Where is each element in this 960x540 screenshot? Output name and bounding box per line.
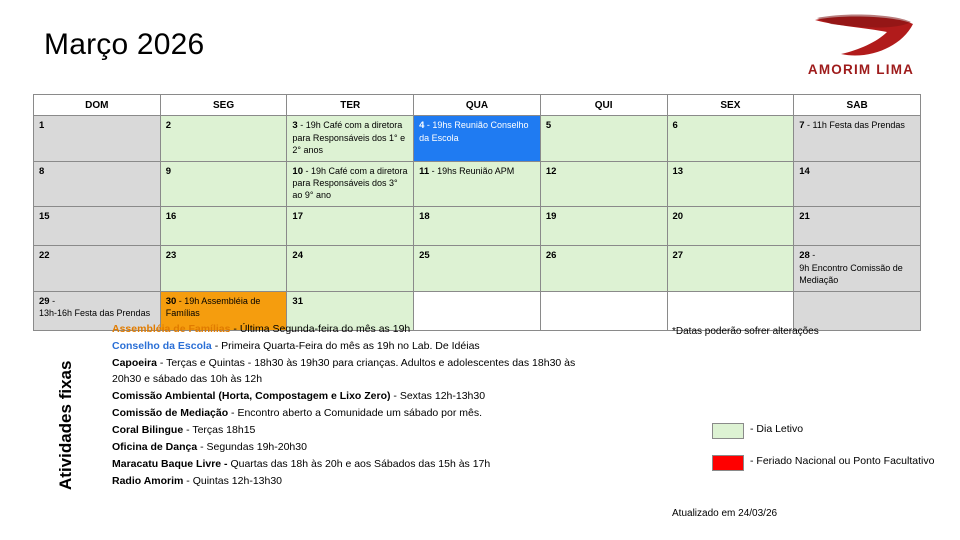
- day-number: 4: [419, 120, 425, 131]
- legend-label-school-day: - Dia Letivo: [750, 423, 804, 435]
- fixed-activity-item: [112, 406, 582, 422]
- weekday-header-qui: QUI: [540, 95, 667, 116]
- day-number: 24: [292, 250, 303, 262]
- day-number: 6: [672, 120, 678, 131]
- calendar-day-cell: [34, 116, 161, 162]
- calendar-cell-content: [668, 116, 794, 137]
- day-number: 28: [799, 250, 810, 262]
- calendar-day-cell: [794, 207, 921, 246]
- day-number: 30: [165, 295, 177, 307]
- fixed-activity-name: Conselho da Escola: [112, 339, 212, 352]
- calendar-cell-content: [161, 162, 287, 183]
- day-number: 31: [292, 295, 303, 307]
- weekday-header-sab: SAB: [794, 95, 921, 116]
- fixed-activity-item: [112, 356, 582, 388]
- calendar-day-cell: [667, 116, 794, 162]
- calendar-week-row: [34, 246, 921, 292]
- calendar-day-cell: [34, 161, 161, 207]
- fixed-activity-item: [112, 322, 582, 338]
- day-number: 17: [292, 211, 303, 223]
- day-event-text: - 9h Encontro Comissão de Mediação: [799, 250, 903, 285]
- calendar-day-cell: [414, 207, 541, 246]
- fixed-activity-name: Comissão de Mediação: [112, 406, 229, 419]
- calendar-cell-content: [541, 116, 667, 137]
- calendar-cell-content: [541, 246, 667, 267]
- calendar-cell-content: [287, 207, 413, 228]
- calendar-cell-content: [794, 162, 920, 183]
- fixed-activity-description: - Primeira Quarta-Feira do mês as 19h no Lab. De Idéias: [211, 339, 480, 352]
- fixed-activity-description: - Encontro aberto a Comunidade um sábado por mês.: [228, 406, 483, 419]
- calendar-day-cell: [287, 116, 414, 162]
- calendar-day-cell: [287, 246, 414, 292]
- weekday-header-dom: DOM: [34, 95, 161, 116]
- calendar-day-cell: [160, 246, 287, 292]
- logo-text: AMORIM LIMA: [807, 62, 915, 77]
- day-number: 12: [545, 165, 557, 177]
- calendar-cell-content: [794, 246, 920, 291]
- day-number: 20: [672, 211, 684, 223]
- legend-keys: [712, 423, 934, 487]
- fixed-activity-description: - Terças e Quintas - 18h30 às 19h30 para crianças. Adultos e adolescentes das 18h30 às 20h30 e sábado das 10h às 12h: [112, 356, 576, 385]
- calendar-day-cell: [160, 116, 287, 162]
- calendar-day-cell: [540, 161, 667, 207]
- calendar-cell-content: [794, 292, 920, 300]
- fixed-activity-description: - Segundas 19h-20h30: [197, 440, 307, 453]
- day-number: 21: [799, 211, 810, 223]
- fixed-activity-name: Capoeira: [112, 356, 160, 369]
- page-title: Março 2026: [44, 28, 205, 61]
- weekday-header-qua: QUA: [414, 95, 541, 116]
- calendar-cell-content: [668, 162, 794, 183]
- day-number: 19: [545, 211, 557, 223]
- fixed-activities-label: Atividades fixas: [56, 360, 75, 490]
- calendar-day-cell: [34, 246, 161, 292]
- day-number: 13: [672, 165, 684, 177]
- calendar-cell-content: [541, 207, 667, 228]
- legend-item-holiday: [712, 455, 934, 471]
- legend-swatch-red: [712, 455, 744, 471]
- calendar-empty-cell: [667, 291, 794, 330]
- day-event-text: - 19h Café com a diretora para Responsáveis dos 1° e 2° anos: [292, 120, 406, 155]
- fixed-activity-name: Assembléia de Famílias: [112, 323, 234, 335]
- day-event-text: - 19h Assembléia de Famílias: [165, 295, 261, 319]
- calendar-cell-content: [161, 246, 287, 267]
- fixed-activity-description: - Terças 18h15: [183, 423, 256, 436]
- calendar-cell-content: [34, 207, 160, 228]
- swoosh-logo-icon: [801, 14, 921, 60]
- day-number: 10: [292, 165, 303, 177]
- calendar-cell-content: [541, 292, 667, 300]
- day-number: 7: [799, 120, 805, 131]
- calendar-day-cell: [540, 207, 667, 246]
- calendar-day-cell: [540, 116, 667, 162]
- calendar-cell-content: [161, 207, 287, 228]
- day-number: 22: [39, 250, 50, 262]
- calendar-day-cell: [414, 246, 541, 292]
- calendar-cell-content: [34, 292, 160, 325]
- calendar-body: [34, 116, 921, 331]
- day-number: 11: [419, 165, 430, 177]
- calendar-cell-content: [161, 116, 287, 137]
- school-logo: [796, 14, 926, 82]
- fixed-activity-item: [112, 474, 582, 490]
- day-number: 18: [419, 211, 430, 223]
- legend-swatch-green: [712, 423, 744, 439]
- day-event-text: - 19hs Reunião APM: [429, 165, 515, 176]
- calendar-day-cell: [540, 246, 667, 292]
- calendar-day-cell: [794, 161, 921, 207]
- calendar-cell-content: [414, 162, 540, 183]
- calendar-cell-content: [668, 292, 794, 300]
- day-number: 5: [545, 120, 552, 131]
- day-number: 2: [165, 120, 171, 131]
- day-number: 14: [799, 165, 810, 177]
- month-calendar: [33, 94, 921, 331]
- day-number: 8: [39, 165, 45, 177]
- fixed-activity-description: - Última Segunda-feira do mês as 19h: [233, 323, 411, 335]
- fixed-activity-item: [112, 440, 582, 456]
- day-number: 15: [39, 211, 50, 223]
- day-number: 16: [165, 211, 177, 223]
- calendar-week-row: [34, 116, 921, 162]
- day-event-text: - 19h Café com a diretora para Responsáveis dos 3° ao 9° ano: [292, 165, 408, 201]
- calendar-cell-content: [541, 162, 667, 183]
- day-number: 26: [545, 250, 557, 262]
- day-number: 23: [165, 250, 177, 262]
- fixed-activity-name: Radio Amorim: [112, 474, 184, 487]
- fixed-activity-name: Maracatu Baque Livre -: [112, 457, 228, 470]
- calendar-cell-content: [414, 292, 540, 300]
- fixed-activity-description: Quartas das 18h às 20h e aos Sábados das 15h às 17h: [227, 457, 491, 470]
- fixed-activity-description: - Quintas 12h-13h30: [183, 474, 283, 487]
- calendar-day-cell: [287, 207, 414, 246]
- calendar-day-cell: [34, 207, 161, 246]
- day-number: 29: [39, 295, 50, 307]
- calendar-week-row: [34, 207, 921, 246]
- calendar-cell-content: [34, 116, 160, 137]
- legend-item-school-day: [712, 423, 934, 439]
- calendar-cell-content: [668, 207, 794, 228]
- calendar-cell-content: [794, 207, 920, 228]
- calendar-day-cell: [794, 246, 921, 292]
- calendar-day-cell: [667, 207, 794, 246]
- calendar-day-cell: [414, 161, 541, 207]
- day-event-text: - 11h Festa das Prendas: [804, 120, 905, 130]
- fixed-activities-list: [112, 322, 582, 491]
- calendar-cell-content: [287, 246, 413, 267]
- calendar-cell-content: [414, 207, 540, 228]
- dates-may-change-note: *Datas poderão sofrer alterações: [672, 326, 819, 337]
- calendar-cell-content: [414, 116, 540, 149]
- calendar-cell-content: [161, 292, 287, 325]
- calendar-header-row: [34, 95, 921, 116]
- calendar-day-cell: [667, 246, 794, 292]
- calendar-cell-content: [34, 246, 160, 267]
- day-number: 25: [419, 250, 430, 262]
- fixed-activity-item: [112, 423, 582, 439]
- calendar-empty-cell: [794, 291, 921, 330]
- calendar-cell-content: [287, 292, 413, 313]
- fixed-activity-name: Coral Bilingue: [112, 423, 184, 436]
- weekday-header-ter: TER: [287, 95, 414, 116]
- calendar-day-cell: [160, 207, 287, 246]
- calendar-cell-content: [287, 116, 413, 161]
- day-number: 27: [672, 250, 684, 262]
- day-event-text: - 19hs Reunião Conselho da Escola: [419, 120, 529, 143]
- fixed-activity-item: [112, 389, 582, 405]
- calendar-week-row: [34, 161, 921, 207]
- fixed-activity-description: - Sextas 12h-13h30: [390, 389, 486, 402]
- calendar-cell-content: [34, 162, 160, 183]
- calendar-day-cell: [160, 161, 287, 207]
- fixed-activity-item: [112, 339, 582, 355]
- legend-label-holiday: - Feriado Nacional ou Ponto Facultativo: [750, 455, 935, 467]
- fixed-activity-name: Comissão Ambiental (Horta, Compostagem e Lixo Zero): [112, 389, 391, 402]
- calendar-day-cell: [414, 116, 541, 162]
- day-number: 3: [292, 120, 298, 131]
- calendar-day-cell: [794, 116, 921, 162]
- day-number: 9: [165, 165, 171, 177]
- calendar-cell-content: [794, 116, 920, 137]
- fixed-activity-item: [112, 457, 582, 473]
- calendar-day-cell: [667, 161, 794, 207]
- calendar-cell-content: [414, 246, 540, 267]
- calendar-day-cell: [287, 161, 414, 207]
- day-event-text: - 13h-16h Festa das Prendas: [39, 295, 151, 319]
- weekday-header-sex: SEX: [667, 95, 794, 116]
- day-number: 1: [39, 120, 45, 131]
- weekday-header-seg: SEG: [160, 95, 287, 116]
- calendar-cell-content: [287, 162, 413, 207]
- fixed-activity-name: Oficina de Dança: [112, 440, 198, 453]
- updated-timestamp: Atualizado em 24/03/26: [672, 508, 778, 519]
- calendar-cell-content: [668, 246, 794, 267]
